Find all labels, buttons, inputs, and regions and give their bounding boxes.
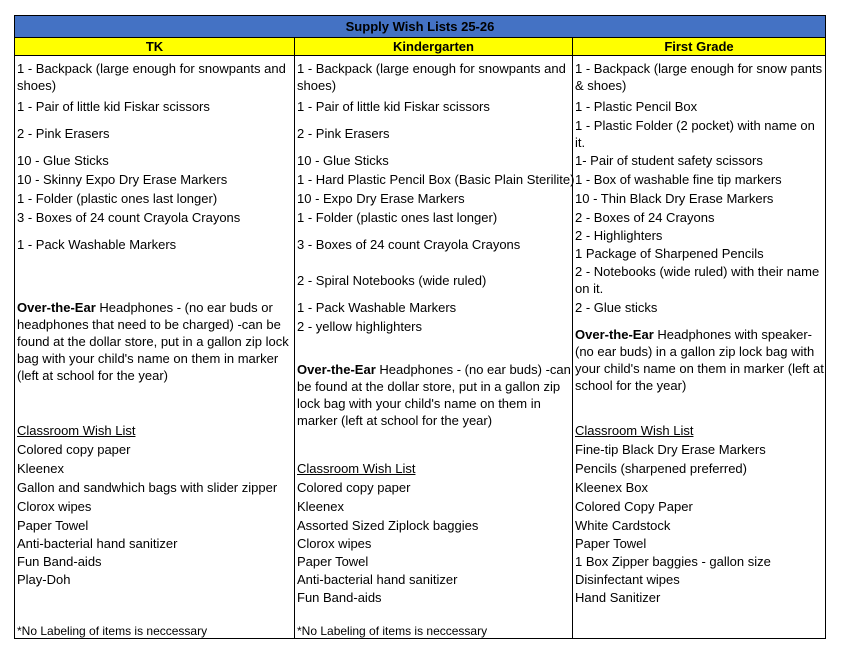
supply-wish-list-table	[14, 15, 826, 639]
list-item: Fun Band-aids	[297, 590, 382, 605]
list-item: Disinfectant wipes	[575, 572, 680, 587]
list-item: Kleenex	[17, 461, 64, 476]
list-item: 1 - Plastic Pencil Box	[575, 99, 698, 114]
list-item: 1 - Folder (plastic ones last longer)	[297, 210, 498, 225]
headphones-text: Headphones - (no ear buds or headphones that need to be charged) -can be found at the dollar store, put in a gallon zip lock bag with your child's name on them in marker (left at school for the year)	[17, 300, 289, 383]
list-item: Kleenex	[297, 499, 344, 514]
list-item: 10 - Expo Dry Erase Markers	[297, 191, 465, 206]
list-item: Anti-bacterial hand sanitizer	[17, 536, 178, 551]
list-item: Gallon and sandwhich bags with slider zipper	[17, 480, 278, 495]
tk-column	[15, 56, 294, 638]
headphones-note	[297, 361, 571, 429]
header-first-grade: First Grade	[573, 38, 825, 56]
list-item: Paper Towel	[17, 518, 89, 533]
list-item: Fine-tip Black Dry Erase Markers	[575, 442, 766, 457]
list-item: 2 - Notebooks (wide ruled) with their name on it.	[575, 264, 820, 296]
headphones-emphasis: Over-the-Ear	[297, 362, 376, 377]
headphones-note	[17, 299, 293, 384]
headphones-note	[575, 326, 824, 394]
list-item: Pencils (sharpened preferred)	[575, 461, 747, 476]
list-item: 1 - Hard Plastic Pencil Box (Basic Plain Sterilite)	[297, 172, 575, 187]
header-tk: TK	[15, 38, 294, 56]
list-item: Kleenex Box	[575, 480, 648, 495]
classroom-wish-list-title: Classroom Wish List	[17, 423, 136, 438]
list-item: 2 - yellow highlighters	[297, 319, 423, 334]
list-item: 2 - Boxes of 24 Crayons	[575, 210, 715, 225]
header-kindergarten: Kindergarten	[295, 38, 572, 56]
list-item: 10 - Glue Sticks	[17, 153, 109, 168]
headphones-emphasis: Over-the-Ear	[575, 327, 654, 342]
list-item: 10 - Skinny Expo Dry Erase Markers	[17, 172, 228, 187]
list-item: 3 - Boxes of 24 count Crayola Crayons	[17, 210, 241, 225]
headphones-text: Headphones - (no ear buds) -can be found at the dollar store, put in a gallon zip lock bag with your child's name on them in marker (left at school for the year)	[297, 362, 571, 428]
headphones-emphasis: Over-the-Ear	[17, 300, 96, 315]
no-labeling-note: *No Labeling of items is neccessary	[297, 624, 488, 638]
list-item: 2 - Pink Erasers	[17, 126, 110, 141]
list-item: White Cardstock	[575, 518, 671, 533]
list-item: 10 - Thin Black Dry Erase Markers	[575, 191, 774, 206]
list-item: 2 - Glue sticks	[575, 300, 658, 315]
list-item: Colored copy paper	[297, 480, 411, 495]
list-item: Paper Towel	[575, 536, 647, 551]
list-item: 1 Box Zipper baggies - gallon size	[575, 554, 771, 569]
list-item: 1 - Pair of little kid Fiskar scissors	[297, 99, 490, 114]
list-item: 2 - Pink Erasers	[297, 126, 390, 141]
list-item: 2 - Highlighters	[575, 228, 663, 243]
no-labeling-note: *No Labeling of items is neccessary	[17, 624, 208, 638]
list-item: 2 - Spiral Notebooks (wide ruled)	[297, 273, 487, 288]
list-item: 1 - Plastic Folder (2 pocket) with name on it.	[575, 118, 815, 150]
list-item: Paper Towel	[297, 554, 369, 569]
list-item: Assorted Sized Ziplock baggies	[297, 518, 479, 533]
list-item: 3 - Boxes of 24 count Crayola Crayons	[297, 237, 521, 252]
list-item: Colored Copy Paper	[575, 499, 693, 514]
list-item: 1 - Backpack (large enough for snowpants and shoes)	[17, 61, 286, 93]
list-item: Colored copy paper	[17, 442, 131, 457]
list-item: 1 - Pair of little kid Fiskar scissors	[17, 99, 210, 114]
list-item: Anti-bacterial hand sanitizer	[297, 572, 458, 587]
list-item: Fun Band-aids	[17, 554, 102, 569]
list-item: Clorox wipes	[17, 499, 92, 514]
list-item: 1 - Folder (plastic ones last longer)	[17, 191, 218, 206]
list-item: 1- Pair of student safety scissors	[575, 153, 763, 168]
classroom-wish-list-title: Classroom Wish List	[297, 461, 416, 476]
list-item: 1 - Pack Washable Markers	[17, 237, 177, 252]
list-item: 1 Package of Sharpened Pencils	[575, 246, 764, 261]
classroom-wish-list-title: Classroom Wish List	[575, 423, 694, 438]
kindergarten-column	[295, 56, 575, 638]
list-item: 1 - Box of washable fine tip markers	[575, 172, 782, 187]
headphones-text: Headphones with speaker- (no ear buds) in a gallon zip lock bag with your child's name on them in marker (left at school for the year)	[575, 327, 824, 393]
table-title: Supply Wish Lists 25-26	[15, 16, 825, 38]
list-item: 10 - Glue Sticks	[297, 153, 389, 168]
list-item: 1 - Backpack (large enough for snow pants & shoes)	[575, 61, 823, 93]
list-item: 1 - Backpack (large enough for snowpants and shoes)	[297, 61, 566, 93]
list-item: Play-Doh	[17, 572, 71, 587]
list-item: Hand Sanitizer	[575, 590, 661, 605]
list-item: Clorox wipes	[297, 536, 372, 551]
list-item: 1 - Pack Washable Markers	[297, 300, 457, 315]
first-grade-column	[573, 56, 825, 638]
